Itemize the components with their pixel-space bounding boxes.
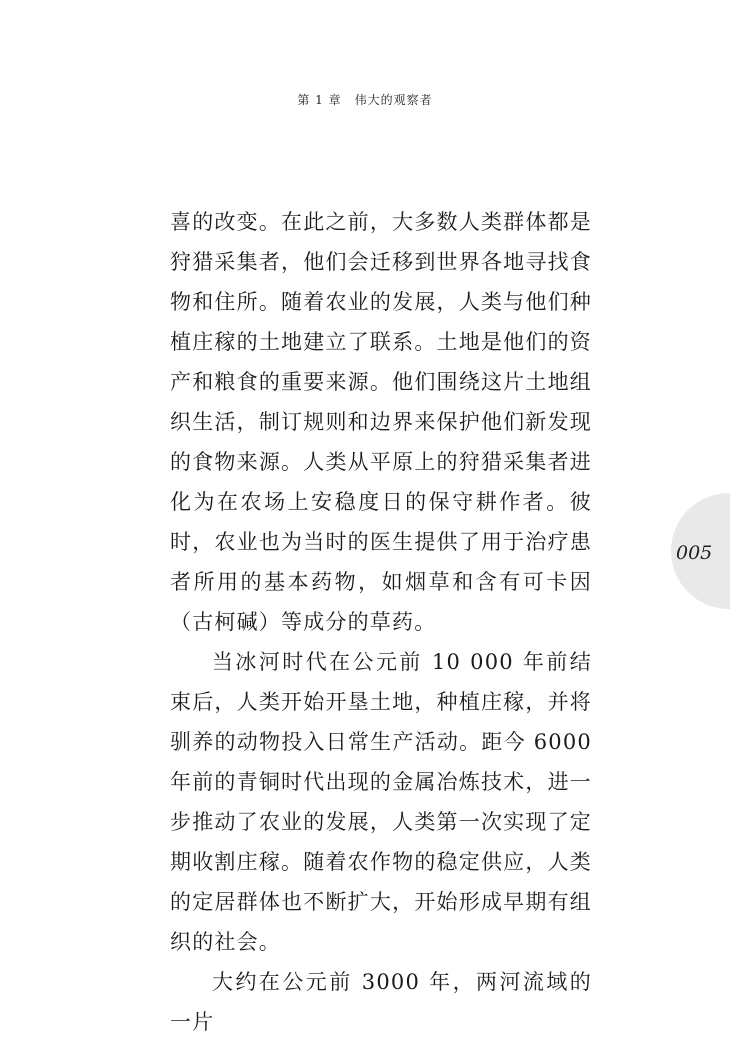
running-header: 第 1 章 伟大的观察者 xyxy=(297,93,433,107)
page-number: 005 xyxy=(676,542,713,564)
body-text xyxy=(170,202,592,1042)
paragraph: 大约在公元前 3000 年，两河流域的一片 xyxy=(170,970,592,1034)
paragraph: 当冰河时代在公元前 10 000 年前结束后，人类开始开垦土地，种植庄稼，并将驯养的动物投入日常生产活动。距今 6000 年前的青铜时代出现的金属冶炼技术，进一步推动了农业的发展，人类第一次实现了定期收割庄稼。随着农作物的稳定供应，人类的定居群体也不断扩大，开始形成早期有组织的社会。 xyxy=(170,650,592,954)
paragraph: 喜的改变。在此之前，大多数人类群体都是狩猎采集者，他们会迁移到世界各地寻找食物和住所。随着农业的发展，人类与他们种植庄稼的土地建立了联系。土地是他们的资产和粮食的重要来源。他们围绕这片土地组织生活，制订规则和边界来保护他们新发现的食物来源。人类从平原上的狩猎采集者进化为在农场上安稳度日的保守耕作者。彼时，农业也为当时的医生提供了用于治疗患者所用的基本药物，如烟草和含有可卡因（古柯碱）等成分的草药。 xyxy=(170,210,592,634)
